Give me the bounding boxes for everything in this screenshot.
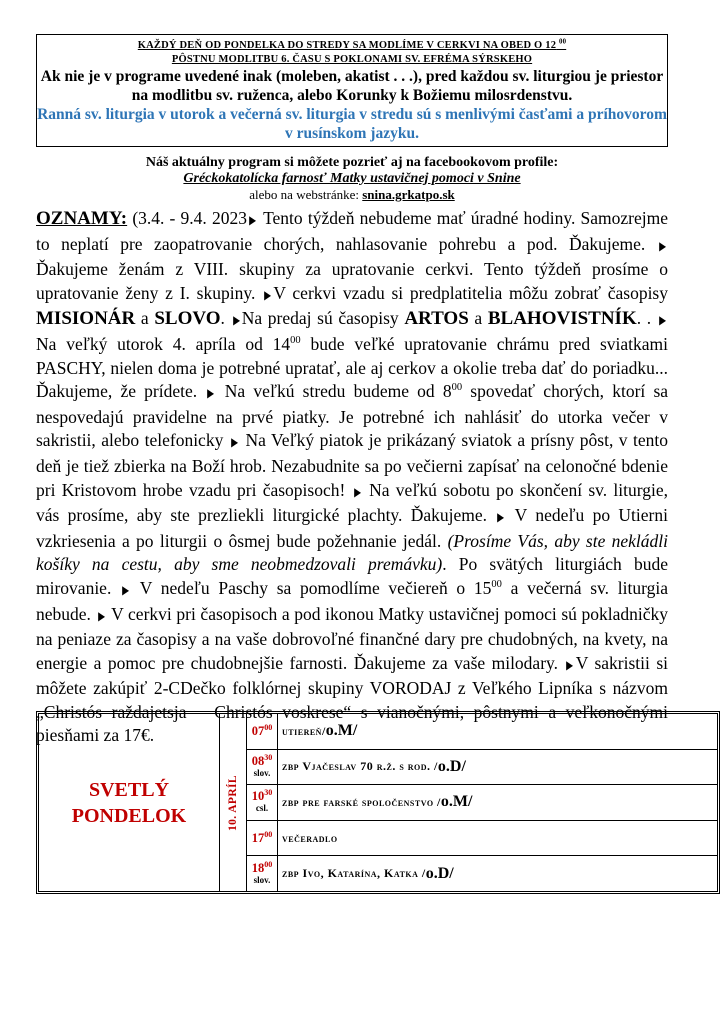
announcement-donations: V cerkvi pri časopisoch a pod ikonou Matky ustavičnej pomoci sú pokladničky na peniaze za časopisy a na vaše dobrovoľné finančné dary pre chudobných, na kvety, na energie a pomoc pre chudobnejšie farnosti. Ďakujeme za vaše milodary. xyxy=(36,603,669,673)
announcement-big-cleaning: Na veľký utorok 4. apríla od $14^{00}$ bude veľké upratovanie chrámu pred sviatkami PASCHY, nielen doma je potrebné upratať, ale aj cerkov a okolie treba dať do poriadku... Ďakujeme, že prídete. xyxy=(36,333,668,402)
announcements-dates: (3.4. - 9.4. 2023 xyxy=(132,208,247,228)
announcement-office-hours: Tento týždeň nebudeme mať úradné hodiny. Samozrejme to neplatí pre zaopatrovanie chorých, nahlasovanie pohrebu a pod. Ďakujeme. xyxy=(36,208,669,254)
announcement-subscribers: V cerkvi vzadu si predplatitelia môžu zobrať časopisy xyxy=(273,282,668,303)
web-line: alebo na webstránke: snina.grkatpo.sk xyxy=(249,187,455,202)
web-link[interactable]: snina.grkatpo.sk xyxy=(362,187,455,202)
day-name-line2: PONDELOK xyxy=(71,804,187,827)
announcement-pascha-vespers: V nedeľu Paschy sa pomodlíme večiereň o $15^{00}$ a večerná sv. liturgia nebude. xyxy=(36,577,669,624)
triangle-right-icon: ▶ xyxy=(353,484,361,499)
triangle-right-icon: ▶ xyxy=(122,582,130,597)
announcement-cd-sale: V sakristii si môžete zakúpiť 2-CDečko folklórnej skupiny VORODAJ z Veľkého Lipníka s názvom „Christós raždajetsja – Christós voskrese“ s vianočnými, pôstnymi a veľkonočnými piesňami za 17€. xyxy=(36,652,668,746)
announcement-confession: Na veľkú stredu budeme od $8^{00}$ spovedať chorých, ktorí sa nespovedajú pravidelne na prvé piatky. Je potrebné ich nahlásiť do utorka večer v sakristii, alebo telefonicky xyxy=(36,381,669,451)
notice-box xyxy=(36,34,668,147)
notice-line-prayer: KAŽDÝ DEŇ OD PONDELKA DO STREDY SA MODLÍME V CERKVI NA OBED O 12 $^{00}$ xyxy=(137,38,567,51)
triangle-right-icon: ▶ xyxy=(232,313,240,328)
facebook-profile-link[interactable]: Gréckokatolícka farnosť Matky ustavičnej pomoci v Snine xyxy=(183,171,521,186)
notice-line-rosary: Ak nie je v programe uvedené inak (moleben, akatist . . .), pred každou sv. liturgiou je priestor na modlitbu sv. ruženca, alebo Korunky k Božiemu milosrdenstvu. xyxy=(40,68,664,104)
notice-line-ephrem: PÔSTNU MODLITBU 6. ČASU S POKLONAMI SV. EFRÉMA SÝRSKEHO xyxy=(171,54,533,65)
time-cell: $17^{00}$ xyxy=(247,821,278,856)
schedule-table xyxy=(36,711,720,894)
punctuation-text: . xyxy=(220,308,225,329)
schedule-row xyxy=(247,750,717,786)
magazine-blahovistnik: BLAHOVISTNÍK xyxy=(487,308,637,330)
event-cell: zbp pre farské spoločenstvo / o.M/ xyxy=(282,793,473,811)
conjunction-text: a xyxy=(474,308,483,329)
schedule-row xyxy=(247,821,717,857)
time-cell: $10^{30}$ csl. xyxy=(247,785,278,820)
notice-line-rusyn: Ranná sv. liturgia v utorok a večerná sv. liturgia v stredu sú s menlivými časťami a príhovorom v rusínskom jazyku. xyxy=(37,106,667,142)
time-cell: $07^{00}$ xyxy=(247,714,278,749)
triangle-right-icon: ▶ xyxy=(230,435,238,450)
announcements-heading: OZNAMY: xyxy=(36,208,128,229)
date-label: 10. APRÍL xyxy=(227,774,239,831)
schedule-row xyxy=(247,714,717,750)
time-cell: $08^{30}$ slov. xyxy=(247,750,278,785)
schedule-rows xyxy=(247,714,717,891)
triangle-right-icon: ▶ xyxy=(658,313,666,328)
schedule-row xyxy=(247,856,717,891)
magazine-misionar: MISIONÁR xyxy=(36,308,136,330)
time-cell: $18^{00}$ slov. xyxy=(247,856,278,891)
event-cell: utiereň/ o.M/ xyxy=(282,722,358,740)
event-cell: večeradlo xyxy=(282,830,338,845)
date-cell xyxy=(219,714,247,891)
facebook-intro: Náš aktuálny program si môžete pozrieť aj na facebookovom profile: xyxy=(145,155,559,170)
triangle-right-icon: ▶ xyxy=(97,608,105,623)
triangle-right-icon: ▶ xyxy=(249,213,257,227)
magazine-slovo: SLOVO xyxy=(154,308,221,330)
magazine-artos: ARTOS xyxy=(404,308,469,330)
event-cell: zbp Ivo, Katarína, Katka / o.D/ xyxy=(282,864,454,882)
triangle-right-icon: ▶ xyxy=(658,238,666,253)
triangle-right-icon: ▶ xyxy=(566,657,574,672)
schedule-row xyxy=(247,785,717,821)
triangle-right-icon: ▶ xyxy=(264,287,272,302)
facebook-info xyxy=(36,155,668,203)
day-name xyxy=(39,714,219,891)
triangle-right-icon: ▶ xyxy=(497,510,505,525)
event-cell: zbp Vjačeslav 70 r.ž. s rod. / o.D/ xyxy=(282,757,466,775)
announcement-cleaning: Ďakujeme ženám z VIII. skupiny za upratovanie cerkvi. Tento týždeň prosíme o upratovanie ženy z I. skupiny. xyxy=(36,259,668,303)
announcement-sale: Na predaj sú časopisy xyxy=(241,308,399,329)
triangle-right-icon: ▶ xyxy=(207,386,215,401)
announcements xyxy=(36,207,668,748)
announcement-holy-saturday: Na veľkú sobotu po skončení sv. liturgie, vás prosíme, aby ste prezliekli liturgické plachty. Ďakujeme. xyxy=(36,479,669,526)
announcement-blessing: V nedeľu po Utierni vzkriesenia a po liturgii o ôsmej bude požehnanie jedál. (Prosíme Vás, aby ste nekládli košíky na cestu, aby sme neobmedzovali premávku). Po svätých liturgiách bude mirovanie. xyxy=(36,505,669,598)
day-name-line1: SVETLÝ xyxy=(88,778,170,801)
announcement-good-friday: Na Veľký piatok je prikázaný sviatok a prísny pôst, v tento deň je tiež zbierka na Boží hrob. Nezabudnite sa po večierni zapísať na celonočné bdenie pri Kristovom hrobe vzadu pri časopisoch! xyxy=(36,430,669,500)
punctuation-text: . . xyxy=(636,308,652,329)
conjunction-text: a xyxy=(140,308,149,329)
